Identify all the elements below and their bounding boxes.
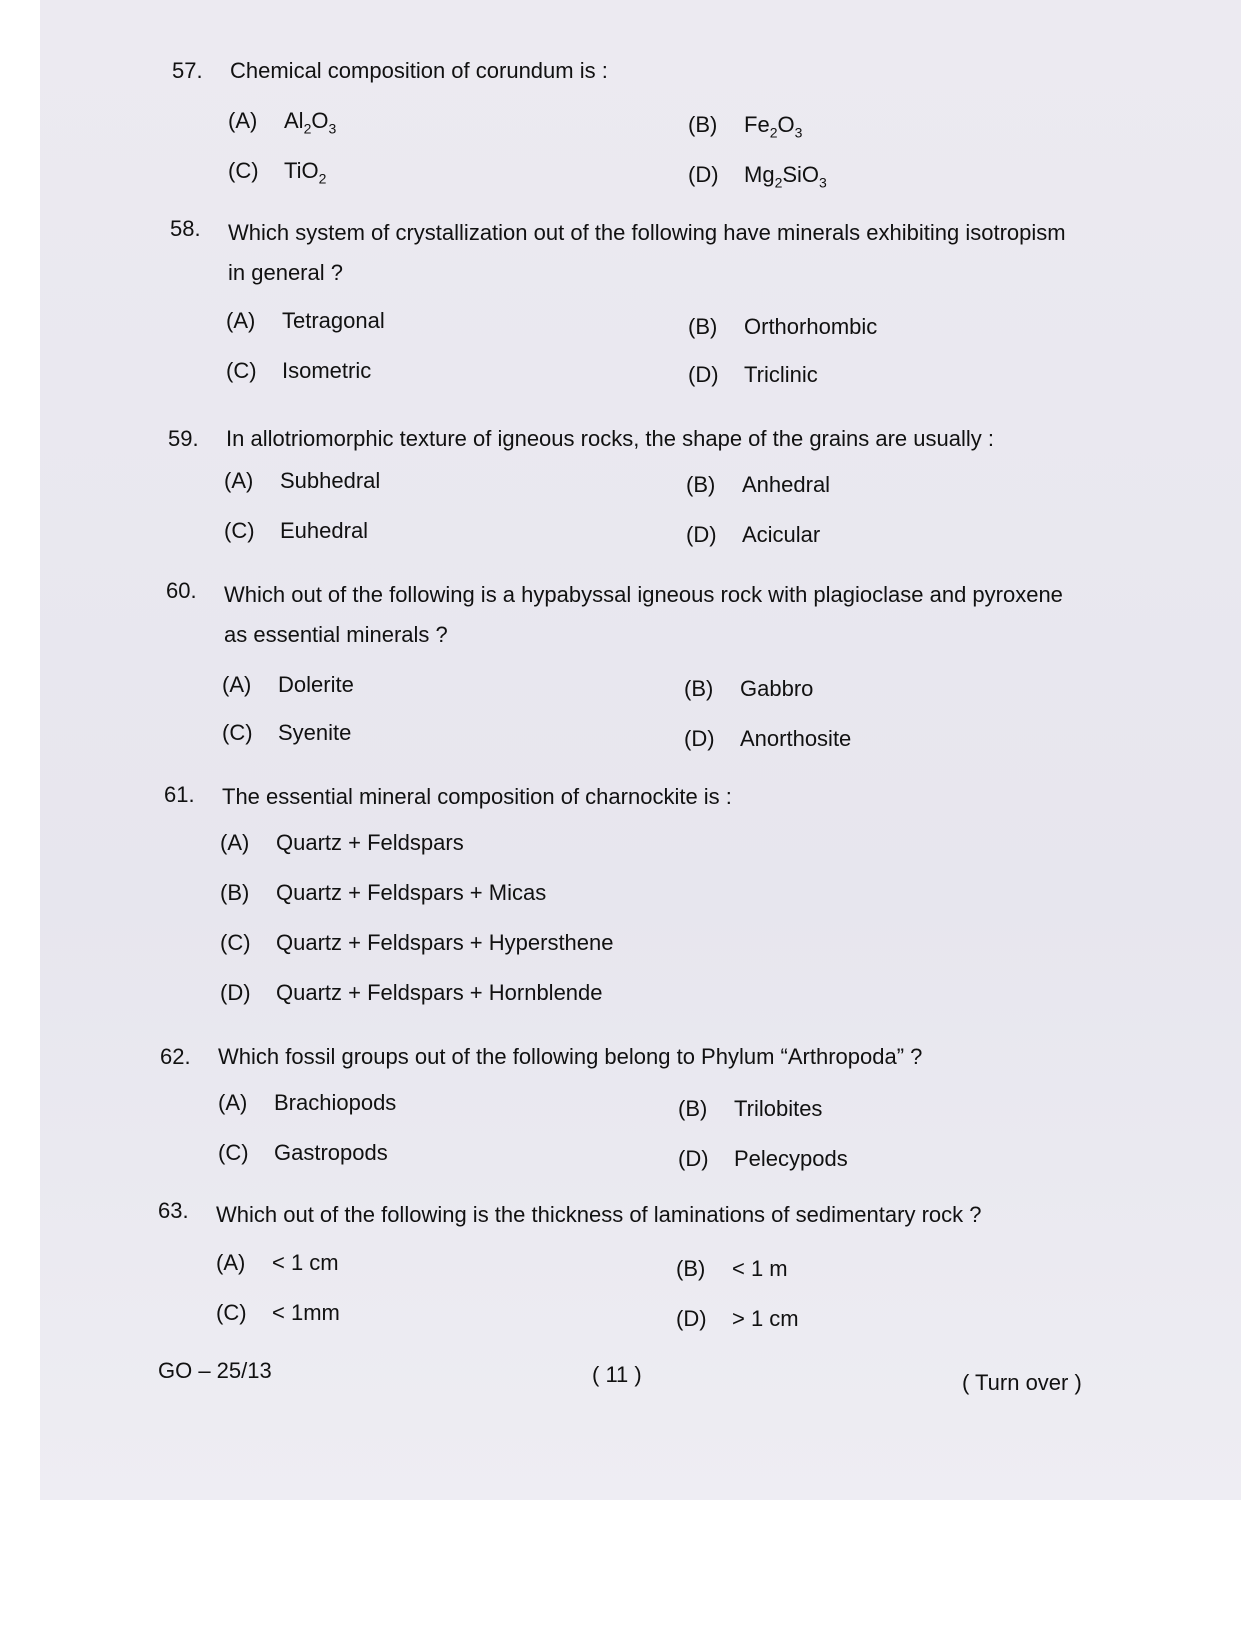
question-text: Chemical composition of corundum is : xyxy=(230,58,608,83)
chemical-formula: $Mg_2SiO_3$ xyxy=(744,162,827,191)
question-text-continued: in general ? xyxy=(228,260,343,285)
option-b: (B) Trilobites xyxy=(678,1096,823,1121)
option-c: (C) < 1mm xyxy=(216,1300,340,1325)
page-number: ( 11 ) xyxy=(592,1362,642,1387)
question-number: 63. xyxy=(158,1198,189,1223)
question-number: 62. xyxy=(160,1044,191,1069)
question-text: Which system of crystallization out of the following have minerals exhibiting isotropism xyxy=(228,220,1066,245)
option-b: (B) $Fe_2O_3$ xyxy=(688,112,803,141)
paper-code: GO – 25/13 xyxy=(158,1358,272,1383)
option-a: (A) < 1 cm xyxy=(216,1250,339,1275)
question-text: In allotriomorphic texture of igneous rocks, the shape of the grains are usually : xyxy=(226,426,994,451)
option-b: (B) Gabbro xyxy=(684,676,814,701)
option-c: (C) Gastropods xyxy=(218,1140,388,1165)
question-text: Which out of the following is the thickness of laminations of sedimentary rock ? xyxy=(216,1202,982,1227)
option-d: (D) Pelecypods xyxy=(678,1146,848,1171)
option-d: (D) Triclinic xyxy=(688,362,818,387)
option-d: (D) > 1 cm xyxy=(676,1306,799,1331)
option-b: (B) Orthorhombic xyxy=(688,314,878,339)
chemical-formula: $Fe_2O_3$ xyxy=(744,112,803,141)
option-d: (D) $Mg_2SiO_3$ xyxy=(688,162,827,191)
question-number: 59. xyxy=(168,426,199,451)
option-b: (B) Quartz + Feldspars + Micas xyxy=(220,880,547,905)
question-text-continued: as essential minerals ? xyxy=(224,622,448,647)
option-b: (B) Anhedral xyxy=(686,472,831,497)
question-number: 58. xyxy=(170,216,201,241)
turn-over-note: ( Turn over ) xyxy=(962,1370,1082,1395)
question-number: 57. xyxy=(172,58,203,83)
option-b: (B) < 1 m xyxy=(676,1256,788,1281)
option-a: (A) Quartz + Feldspars xyxy=(220,830,464,855)
chemical-formula: TiO$_2$ xyxy=(284,158,327,187)
option-a: (A) Tetragonal xyxy=(226,308,385,333)
option-a: (A) Brachiopods xyxy=(218,1090,397,1115)
option-a: (A) $Al_2O_3$ xyxy=(228,108,337,137)
question-number: 61. xyxy=(164,782,195,807)
option-c: (C) Quartz + Feldspars + Hypersthene xyxy=(220,930,614,955)
question-text: Which fossil groups out of the following belong to Phylum “Arthropoda” ? xyxy=(218,1044,923,1069)
option-d: (D) Anorthosite xyxy=(684,726,852,751)
option-a: (A) Dolerite xyxy=(222,672,354,697)
question-text: The essential mineral composition of charnockite is : xyxy=(222,784,732,809)
option-d: (D) Quartz + Feldspars + Hornblende xyxy=(220,980,603,1005)
option-a: (A) Subhedral xyxy=(224,468,381,493)
option-c: (C) Euhedral xyxy=(224,518,369,543)
option-c: (C) Isometric xyxy=(226,358,372,383)
option-c: (C) Syenite xyxy=(222,720,352,745)
chemical-formula: $Al_2O_3$ xyxy=(284,108,337,137)
option-d: (D) Acicular xyxy=(686,522,821,547)
question-text: Which out of the following is a hypabyssal igneous rock with plagioclase and pyroxene xyxy=(224,582,1063,607)
option-c: (C) TiO$_2$ xyxy=(228,158,327,187)
question-number: 60. xyxy=(166,578,197,603)
